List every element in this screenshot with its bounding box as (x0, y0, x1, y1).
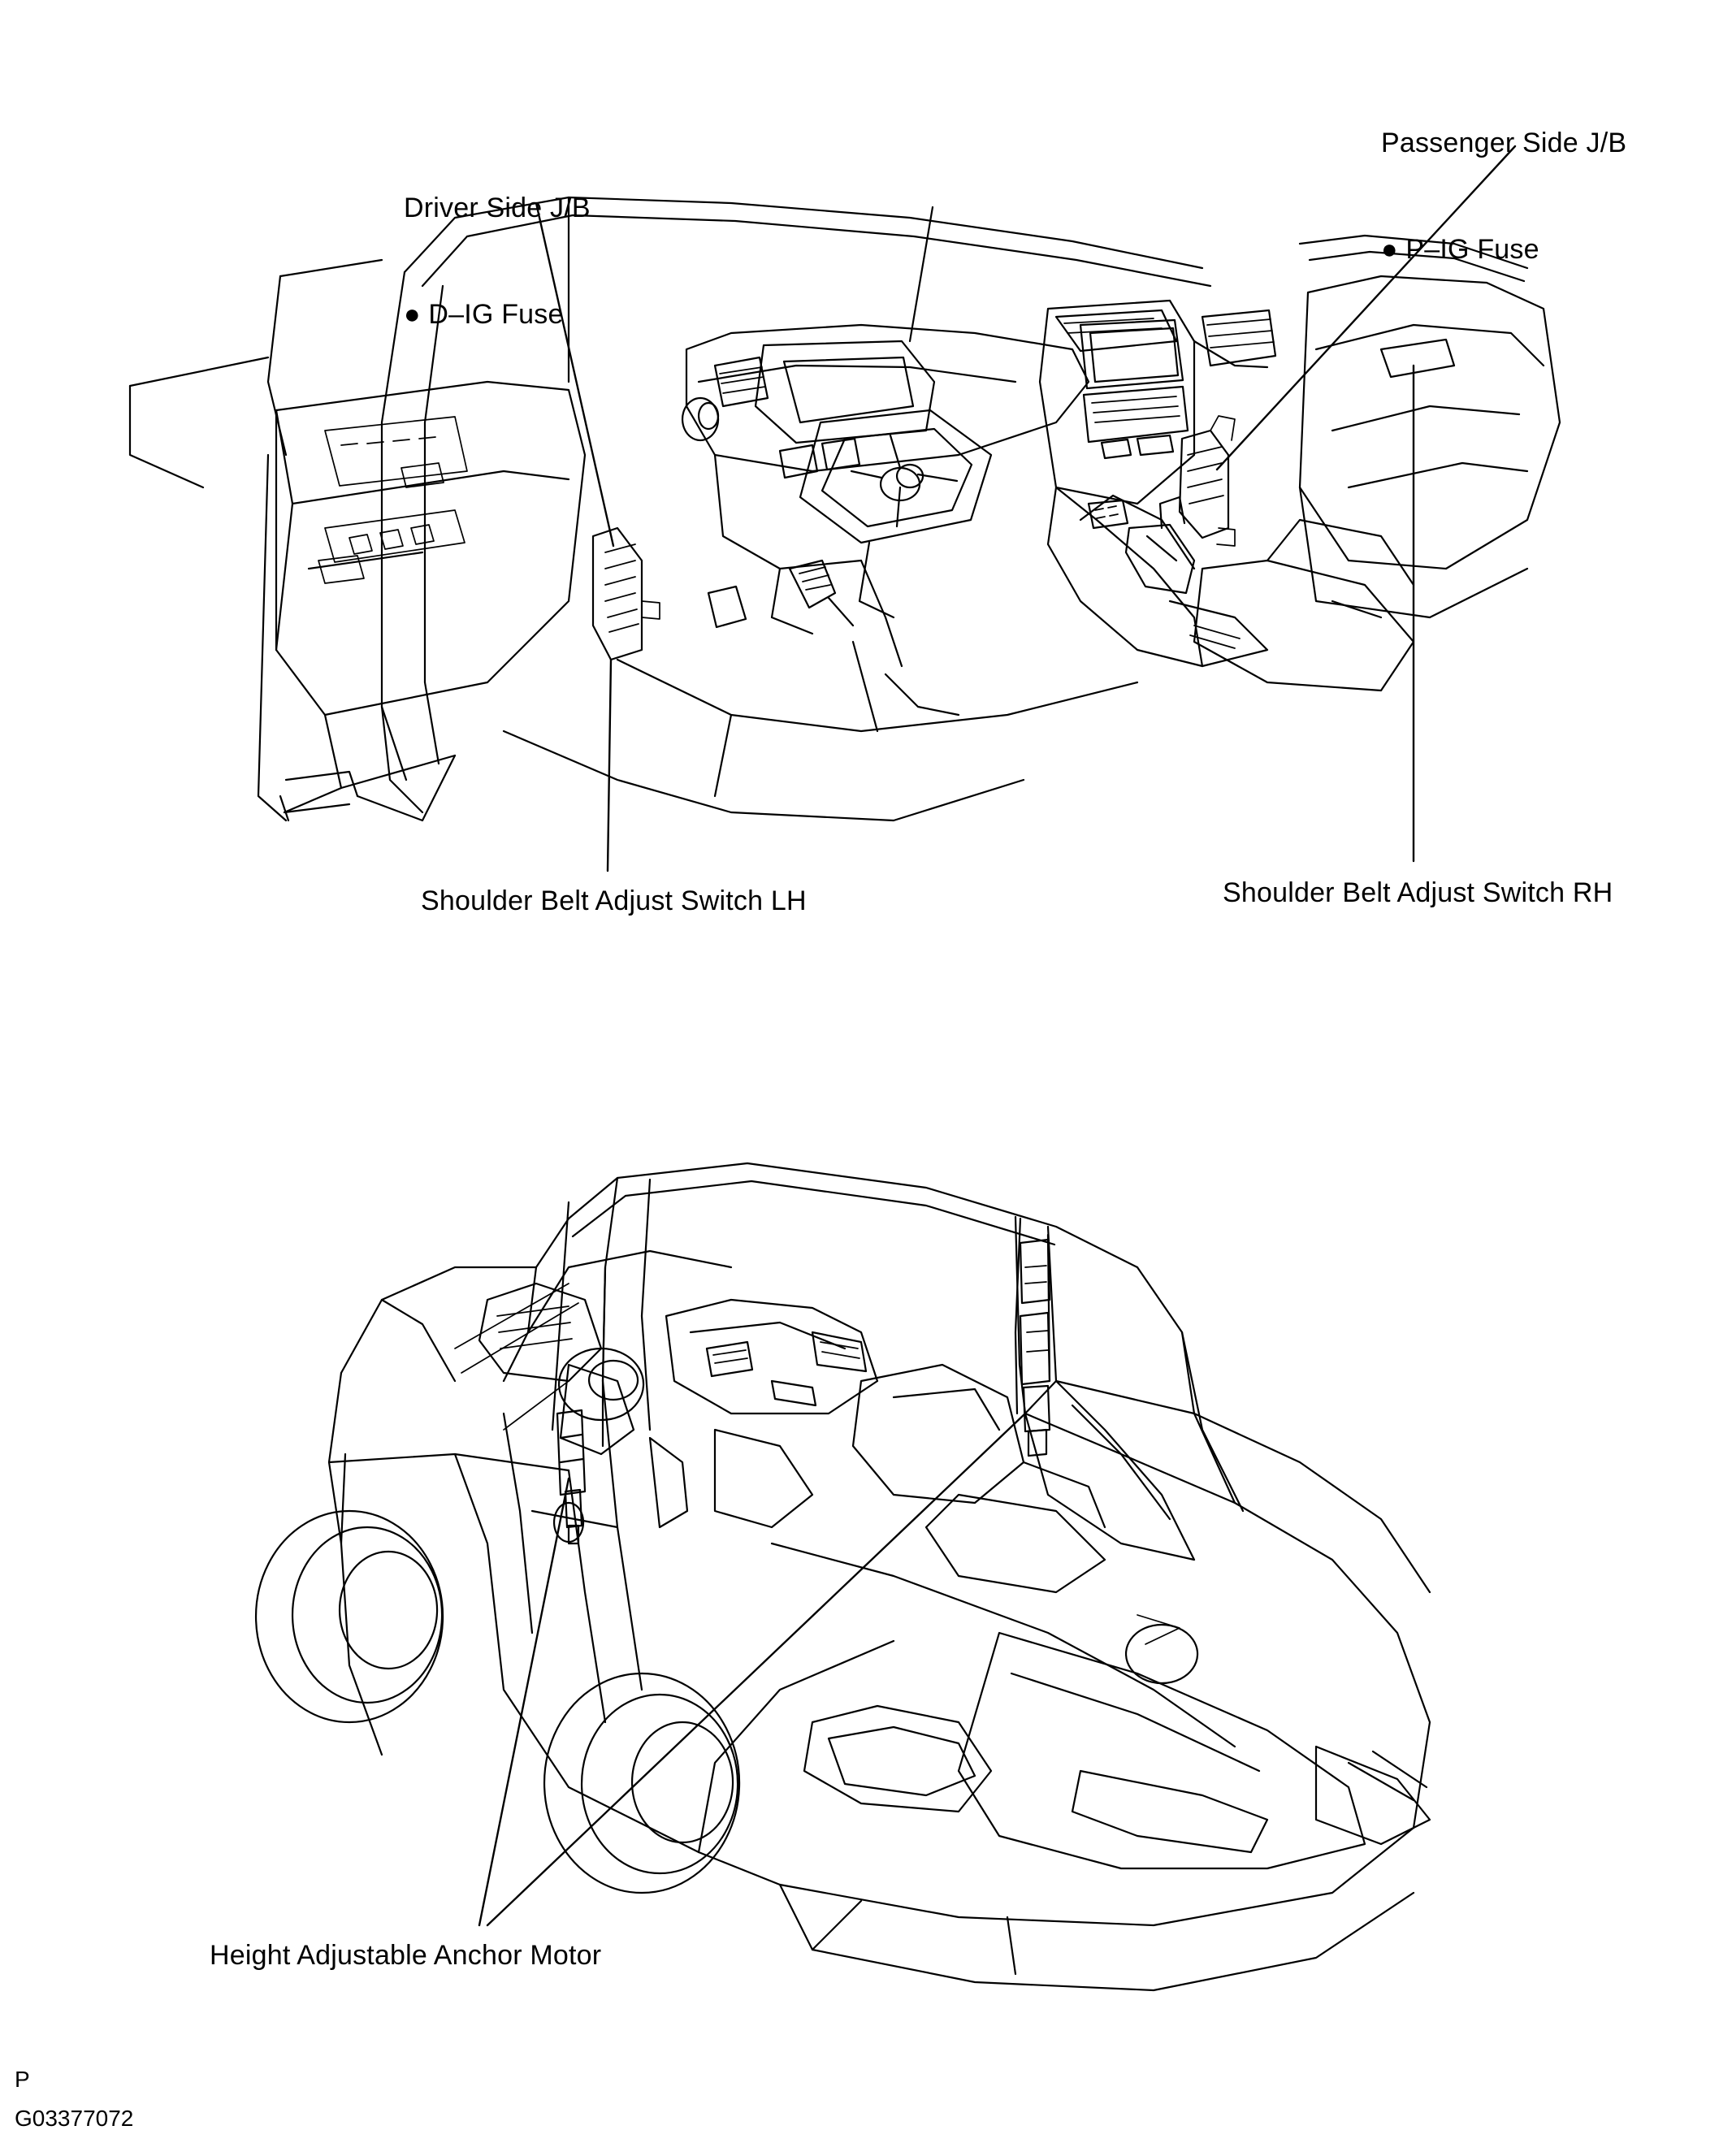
callout-passenger-side-jb-bullet: ● P–IG Fuse (1381, 233, 1539, 265)
callout-driver-side-jb-bullet: ● D–IG Fuse (404, 298, 564, 330)
callout-shoulder-belt-rh: Shoulder Belt Adjust Switch RH (1223, 877, 1613, 908)
callout-passenger-side-jb-title: Passenger Side J/B (1381, 128, 1627, 159)
leader-anchor-motor-right (487, 1414, 1025, 1925)
callout-driver-side-jb-title: Driver Side J/B (404, 193, 591, 224)
figure-interior-front-art (130, 146, 1560, 871)
callout-height-adjustable-anchor-motor: Height Adjustable Anchor Motor (210, 1940, 602, 1971)
callout-driver-side-jb-bullet-text: D–IG Fuse (428, 298, 564, 330)
page-marker: P (15, 2067, 30, 2092)
figure-vehicle-cutaway-art (256, 1163, 1430, 1990)
callout-passenger-side-jb (1381, 55, 1626, 338)
callout-shoulder-belt-lh: Shoulder Belt Adjust Switch LH (421, 885, 807, 916)
callout-passenger-side-jb-bullet-text: P–IG Fuse (1405, 233, 1539, 265)
callout-driver-side-jb (404, 120, 591, 403)
figure-code: G03377072 (15, 2106, 134, 2131)
leader-shoulder-belt-lh (608, 660, 611, 871)
